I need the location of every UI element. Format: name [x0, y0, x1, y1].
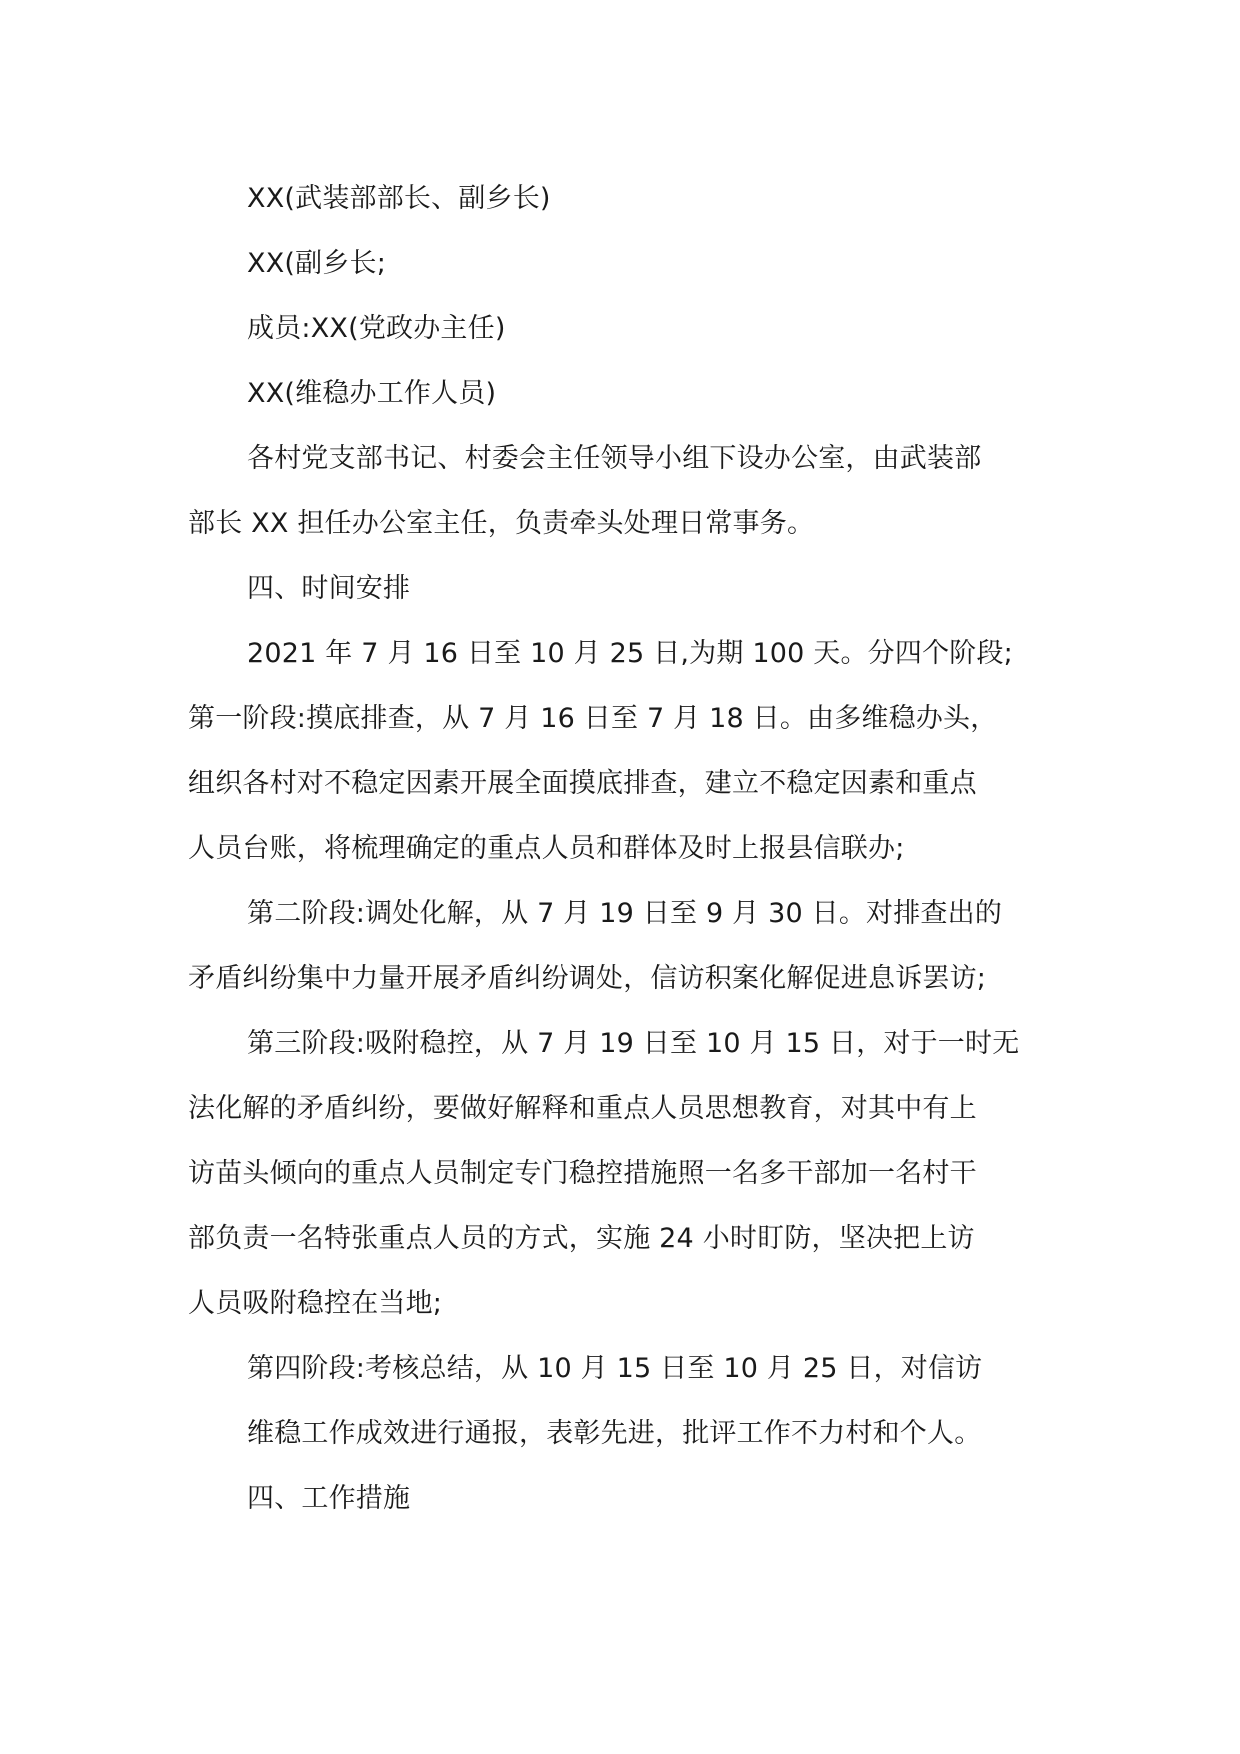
- text-line: 2021 年 7 月 16 日至 10 月 25 日,为期 100 天。分四个阶段;: [247, 638, 1013, 669]
- document-body: [188, 166, 1068, 1531]
- text-line: 法化解的矛盾纠纷，要做好解释和重点人员思想教育，对其中有上: [188, 1093, 977, 1124]
- text-line: 矛盾纠纷集中力量开展矛盾纠纷调处，信访积案化解促进息诉罢访;: [188, 963, 987, 994]
- text-line: 部长 XX 担任办公室主任，负责牵头处理日常事务。: [188, 508, 815, 539]
- text-line: 成员:XX(党政办主任): [247, 313, 506, 344]
- text-line: XX(武装部部长、副乡长): [247, 183, 551, 214]
- text-line: 部负责一名特张重点人员的方式，实施 24 小时盯防，坚决把上访: [188, 1223, 975, 1254]
- text-line: 人员吸附稳控在当地;: [188, 1288, 443, 1319]
- text-line: 组织各村对不稳定因素开展全面摸底排查，建立不稳定因素和重点: [188, 768, 977, 799]
- text-line: 维稳工作成效进行通报，表彰先进，批评工作不力村和个人。: [247, 1418, 982, 1449]
- text-line: 各村党支部书记、村委会主任领导小组下设办公室，由武装部: [247, 443, 982, 474]
- section-heading: 四、时间安排: [247, 573, 411, 604]
- text-line: XX(维稳办工作人员): [247, 378, 497, 409]
- text-line: 第一阶段:摸底排查，从 7 月 16 日至 7 月 18 日。由多维稳办头，: [188, 703, 998, 734]
- text-line: 访苗头倾向的重点人员制定专门稳控措施照一名多干部加一名村干: [188, 1158, 977, 1189]
- text-line: 第三阶段:吸附稳控，从 7 月 19 日至 10 月 15 日，对于一时无: [247, 1028, 1020, 1059]
- text-line: 人员台账，将梳理确定的重点人员和群体及时上报县信联办;: [188, 833, 905, 864]
- text-line: 第二阶段:调处化解，从 7 月 19 日至 9 月 30 日。对排查出的: [247, 898, 1003, 929]
- text-line: 第四阶段:考核总结，从 10 月 15 日至 10 月 25 日，对信访: [247, 1353, 983, 1384]
- section-heading: 四、工作措施: [247, 1483, 411, 1514]
- text-line: XX(副乡长;: [247, 248, 387, 279]
